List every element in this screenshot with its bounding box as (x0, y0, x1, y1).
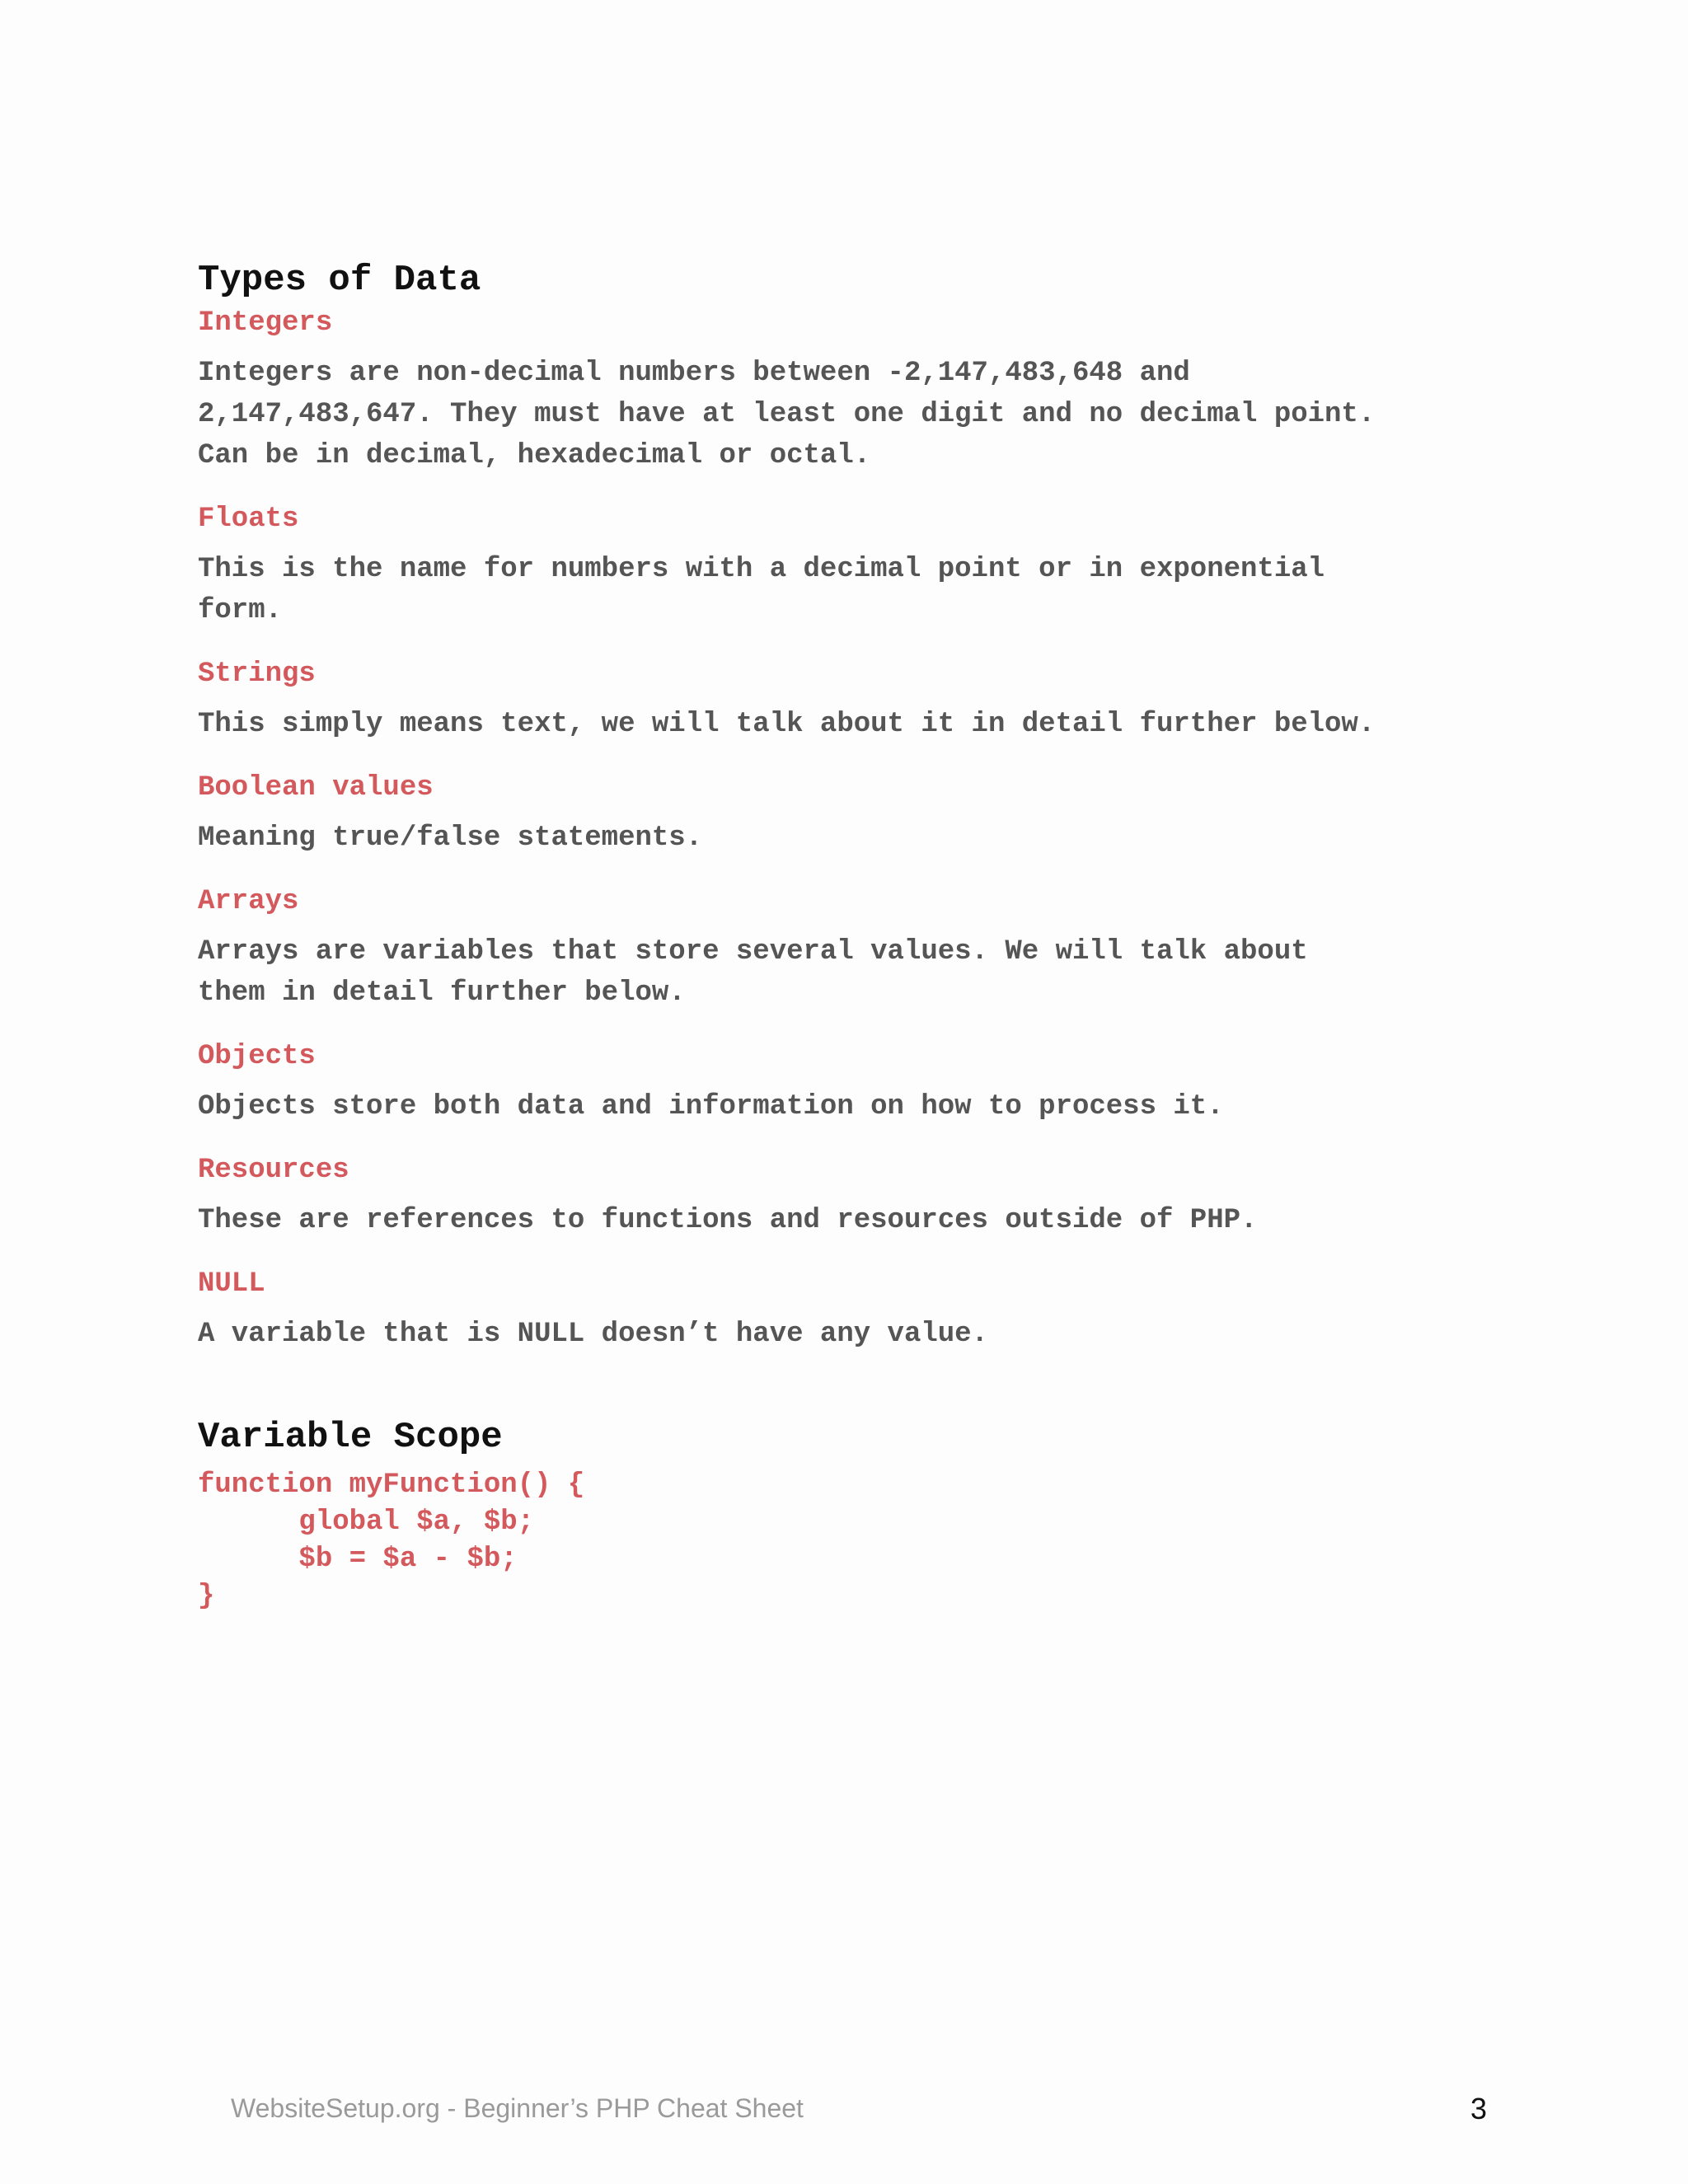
section-title-types-of-data: Types of Data (198, 260, 481, 301)
data-type-heading: Floats (198, 504, 299, 535)
data-type-heading: Objects (198, 1041, 316, 1072)
data-type-heading: NULL (198, 1268, 265, 1300)
data-type-description: This simply means text, we will talk about it in detail further below. (198, 709, 1376, 740)
data-type-description: Objects store both data and information on how to process it. (198, 1091, 1224, 1122)
data-type-arrays (198, 883, 1517, 1014)
data-type-null (198, 1266, 1517, 1355)
footer-text: WebsiteSetup.org - Beginner’s PHP Cheat Sheet (231, 2093, 804, 2123)
data-type-floats (198, 501, 1517, 631)
data-type-description: Meaning true/false statements. (198, 823, 703, 854)
data-type-strings (198, 656, 1517, 745)
data-type-description: These are references to functions and resources outside of PHP. (198, 1205, 1258, 1236)
data-type-heading: Strings (198, 658, 316, 690)
data-type-heading: Boolean values (198, 772, 434, 804)
data-type-description: Arrays are variables that store several values. We will talk about them in detail further below. (198, 936, 1308, 1009)
code-snippet-variable-scope: function myFunction() { global $a, $b; $b = $a - $b; } (198, 1469, 585, 1612)
data-type-heading: Integers (198, 307, 333, 339)
data-type-boolean-values (198, 770, 1517, 859)
page-number: 3 (1470, 2092, 1488, 2125)
data-type-integers (198, 305, 1517, 476)
data-type-description: This is the name for numbers with a decimal point or in exponential form. (198, 554, 1325, 626)
section-title-variable-scope: Variable Scope (198, 1417, 503, 1458)
data-type-resources (198, 1152, 1517, 1241)
data-type-description: Integers are non-decimal numbers between -2,147,483,648 and 2,147,483,647. They must have at least one digit and no decimal point. Can be in decimal, hexadecimal or octal. (198, 358, 1376, 471)
data-type-objects (198, 1038, 1517, 1127)
data-type-heading: Resources (198, 1155, 349, 1186)
data-type-heading: Arrays (198, 886, 299, 917)
data-type-description: A variable that is NULL doesn’t have any value. (198, 1319, 988, 1350)
page-content (198, 255, 1517, 1615)
